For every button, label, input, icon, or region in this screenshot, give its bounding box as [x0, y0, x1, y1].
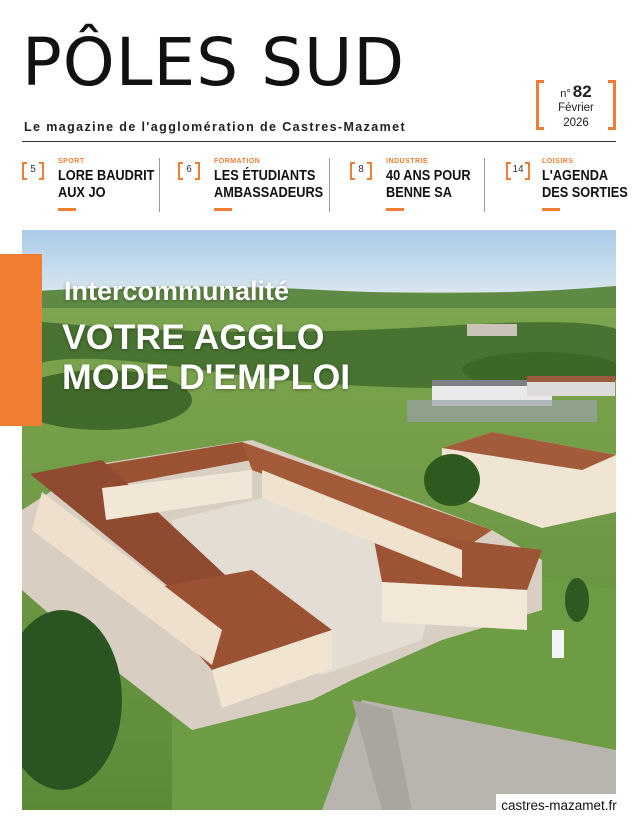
teaser-underline — [214, 208, 232, 211]
teaser-underline — [386, 208, 404, 211]
teaser-category: INDUSTRIE — [386, 158, 429, 165]
cover-photo — [22, 230, 616, 810]
teaser-divider — [329, 158, 330, 212]
teaser-title: LORE BAUDRIT AUX JO — [58, 168, 155, 201]
website-link[interactable]: castres-mazamet.fr — [496, 794, 622, 818]
teaser-formation[interactable] — [178, 154, 328, 216]
page-number-badge: 14 — [506, 162, 530, 180]
teaser-title: L'AGENDA DES SORTIES — [542, 168, 628, 201]
issue-month: Février — [558, 102, 594, 114]
cover-kicker: Intercommunalité — [64, 276, 290, 306]
teaser-title: LES ÉTUDIANTS AMBASSADEURS — [214, 168, 324, 201]
page-number-badge: 5 — [22, 162, 44, 180]
teaser-divider — [484, 158, 485, 212]
teaser-category: SPORT — [58, 158, 85, 165]
page-number-badge: 8 — [350, 162, 372, 180]
teaser-sport[interactable] — [22, 154, 162, 216]
masthead-subtitle: Le magazine de l'agglomération de Castres-Mazamet — [24, 120, 407, 134]
issue-number: n° 82 — [560, 82, 592, 101]
teaser-underline — [58, 208, 76, 211]
masthead-divider — [22, 141, 616, 142]
page-number-badge: 6 — [178, 162, 200, 180]
teaser-divider — [159, 158, 160, 212]
teaser-loisirs[interactable] — [506, 154, 628, 216]
aerial-campus-illustration — [22, 230, 616, 810]
teaser-title: 40 ANS POUR BENNE SA — [386, 168, 471, 201]
issue-year: 2026 — [563, 117, 589, 129]
teaser-category: LOISIRS — [542, 158, 574, 165]
teaser-industrie[interactable] — [350, 154, 490, 216]
teaser-category: FORMATION — [214, 158, 261, 165]
masthead-title: PÔLES SUD — [22, 24, 406, 101]
issue-badge — [536, 80, 616, 132]
cover-headline: VOTRE AGGLO MODE D'EMPLOI — [62, 318, 351, 397]
teaser-underline — [542, 208, 560, 211]
teaser-bar — [22, 154, 628, 216]
cover-accent-tab — [0, 254, 42, 426]
